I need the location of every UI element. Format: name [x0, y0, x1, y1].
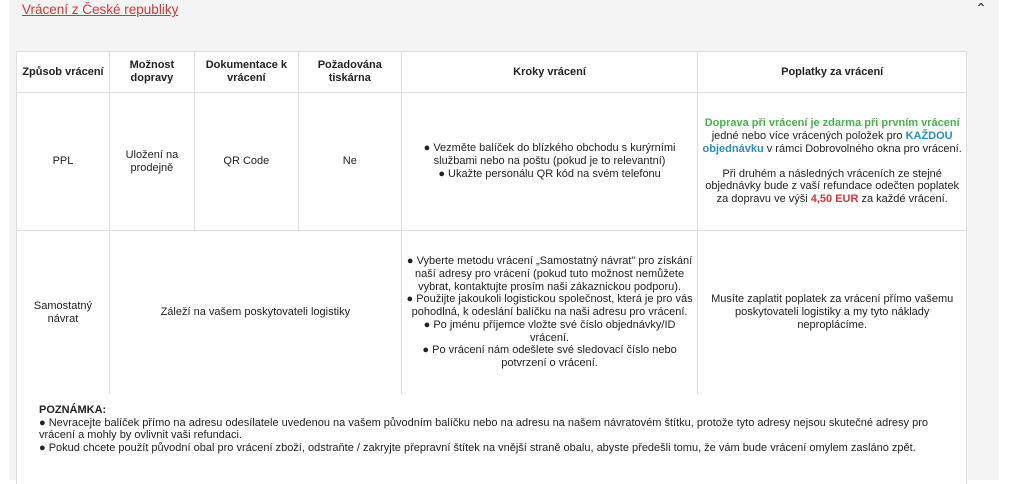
returns-table: [16, 51, 967, 395]
cell-delivery: Uložení na prodejně: [109, 93, 194, 231]
free-shipping-text: Doprava při vrácení je zdarma při prvním vrácení: [704, 117, 960, 130]
each-order-link[interactable]: KAŽDOU objednávku: [702, 130, 953, 155]
cell-fees: [698, 93, 967, 231]
fees-paragraph-1: [702, 117, 962, 155]
table-header-row: [17, 52, 967, 93]
cell-method: Samostatný návrat: [17, 231, 110, 395]
cell-fees: Musíte zaplatit poplatek za vrácení přímo vašemu poskytovateli logistiky a my tyto náklady neproplácíme.: [698, 231, 967, 395]
cell-docs: QR Code: [194, 93, 298, 231]
note-title: POZNÁMKA:: [39, 404, 107, 416]
header-fees: Poplatky za vrácení: [698, 52, 967, 93]
note-item: ● Pokud chcete použít původní obal pro vrácení zboží, odstraňte / zakryjte přepravní štítek na vnější straně obalu, abyste předešli tomu, že vám bude vrácení omylem zasláno zpět.: [39, 442, 916, 455]
cell-method: PPL: [17, 93, 110, 231]
chevron-up-icon[interactable]: ⌃: [975, 0, 987, 16]
header-method: Způsob vrácení: [17, 52, 110, 93]
header-delivery: Možnost dopravy: [109, 52, 194, 93]
header-printer: Požadována tiskárna: [298, 52, 401, 93]
fee-amount: 4,50 EUR: [810, 192, 859, 205]
step-item: ● Použijte jakoukoli logistickou společnost, která je pro vás pohodlná, k odeslání balíčku na naši adresu pro vrácení.: [406, 293, 693, 319]
fees-text: v rámci Dobrovolného okna pro vrácení.: [763, 142, 962, 155]
fees-text: za každé vrácení.: [858, 192, 948, 205]
cell-printer: Ne: [298, 93, 401, 231]
cell-steps: [401, 231, 698, 395]
step-item: ● Vyberte metodu vrácení „Samostatný návrat" pro získání naší adresy pro vrácení (pokud tuto možnost nemůžete vybrat, kontaktujte prosím naši zákaznickou podporu).: [406, 255, 693, 293]
fees-paragraph-2: [702, 168, 962, 206]
cell-steps: [401, 93, 698, 231]
fees-text: jedné nebo více vrácených položek pro: [711, 130, 906, 143]
accordion-title-link[interactable]: Vrácení z České republiky: [22, 2, 179, 17]
fees-text: Při druhém a následných vráceních ze stejné objednávky bude z vaší refundace odečten poplatek za dopravu ve výši: [705, 167, 960, 205]
step-item: ● Ukažte personálu QR kód na svém telefonu: [438, 167, 661, 180]
table-row: [17, 93, 967, 231]
note-item: ● Nevracejte balíček přímo na adresu odesílatele uvedenou na vašem původním balíčku nebo na adresu na našem návratovém štítku, protože tyto adresy nejsou skutečné adresy pro vrácení a mohly by ovlivnit vaši refundaci.: [39, 416, 928, 442]
step-item: ● Po vrácení nám odešlete své sledovací číslo nebo potvrzení o vrácení.: [422, 344, 677, 369]
cell-merged-logistics: Záleží na vašem poskytovateli logistiky: [109, 231, 401, 395]
table-row: [17, 231, 967, 395]
header-steps: Kroky vrácení: [401, 52, 698, 93]
step-item: ● Vezměte balíček do blízkého obchodu s kurýrními službami nebo na poštu (pokud je to relevantní): [423, 142, 676, 168]
note-box: [16, 394, 967, 484]
step-item: ● Po jménu příjemce vložte své číslo objednávky/ID vrácení.: [423, 318, 676, 344]
header-docs: Dokumentace k vrácení: [194, 52, 298, 93]
